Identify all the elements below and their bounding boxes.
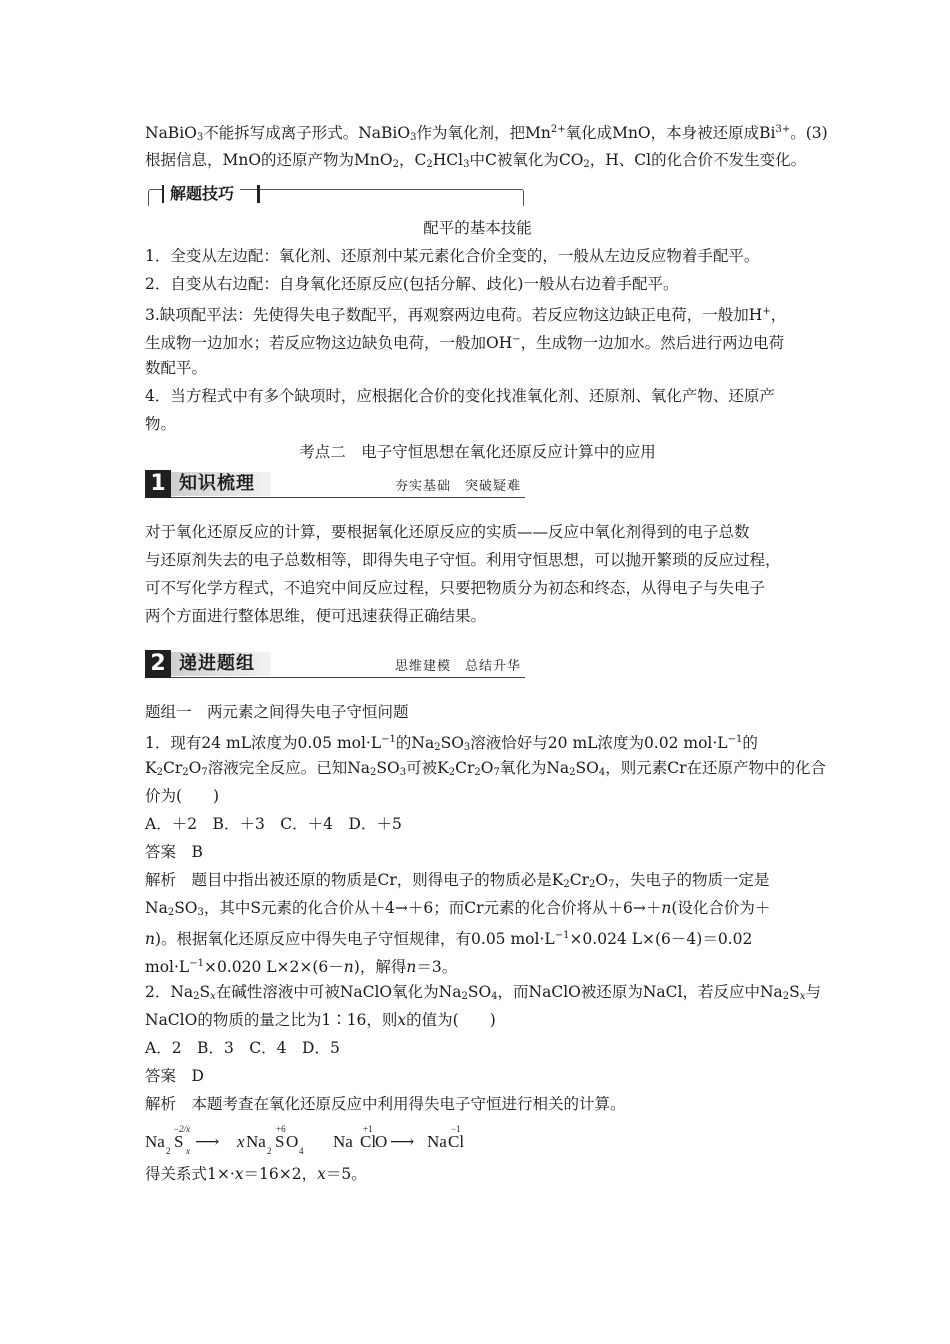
eq-na-1: Na bbox=[145, 1132, 165, 1151]
eq-na-2-sub: 2 bbox=[267, 1146, 272, 1156]
eq-arrow-2: ⟶ bbox=[390, 1132, 415, 1151]
knowledge-paragraph-line-2: 与还原剂失去的电子总数相等，即得失电子守恒。利用守恒思想，可以抛开繁琐的反应过程， bbox=[145, 551, 781, 569]
eq-arrow-1: ⟶ bbox=[195, 1132, 220, 1151]
tips-item-3-end: 数配平。 bbox=[145, 359, 208, 377]
eq-na-3: Na bbox=[333, 1132, 353, 1151]
q2-options: A．2 B．3 C．4 D．5 bbox=[145, 1039, 340, 1057]
tips-header-box bbox=[148, 183, 524, 207]
eq-s-1-sub: x bbox=[186, 1146, 190, 1156]
eq-s-2: S bbox=[275, 1132, 285, 1151]
eq-cl-2: Cl bbox=[448, 1132, 465, 1151]
section-practice-header bbox=[145, 650, 525, 680]
q2-line-1: 2．$Na_2S_x$在碱性溶液中可被NaClO氧化为$Na_2SO_4$，而NaClO被还原为NaCl，若反应中$Na_2S_x$与 bbox=[145, 983, 821, 1002]
section-number: 1 bbox=[145, 470, 171, 498]
section-title: 递进题组 bbox=[179, 653, 255, 674]
intro-line-2: 根据信息，MnO的还原产物为MnO$_2$，$C_2HCl_3$中C被氧化为$CO_2$，H、Cl的化合价不发生变化。 bbox=[145, 151, 807, 170]
eq-cl-1: Cl bbox=[360, 1132, 377, 1151]
q1-line-3: 价为( ) bbox=[145, 787, 220, 805]
section-rule bbox=[171, 497, 525, 498]
group1-title: 题组一 两元素之间得失电子守恒问题 bbox=[145, 703, 409, 721]
q2-answer: 答案 D bbox=[145, 1067, 204, 1085]
q1-answer: 答案 B bbox=[145, 843, 203, 861]
eq-cl-2-sup: −1 bbox=[451, 1124, 461, 1134]
section-rule bbox=[171, 677, 525, 678]
section-knowledge-header bbox=[145, 470, 525, 500]
eq-s-2-sup: +6 bbox=[276, 1124, 286, 1134]
knowledge-paragraph-line-1: 对于氧化还原反应的计算，要根据氧化还原反应的实质——反应中氧化剂得到的电子总数 bbox=[145, 523, 750, 541]
section-title: 知识梳理 bbox=[179, 473, 255, 494]
eq-s-1: S bbox=[174, 1132, 184, 1151]
q1-explanation-line-2: $Na_2SO_3$，其中S元素的化合价从＋4→＋6；而Cr元素的化合价将从＋6→＋n(设化合价为＋ bbox=[145, 899, 771, 918]
knowledge-paragraph-line-4: 两个方面进行整体思维，便可迅速获得正确结果。 bbox=[145, 607, 487, 625]
section-subtitle: 夯实基础 突破疑难 bbox=[394, 479, 521, 494]
eq-o-4-sub: 4 bbox=[299, 1146, 304, 1156]
tips-bar-right bbox=[257, 185, 260, 203]
q1-line-1: 1．现有24 mL浓度为0.05 $mol\cdot L^{-1}$的$Na_2SO_3$溶液恰好与20 mL浓度为0.02 $mol\cdot L^{-1}$的 bbox=[145, 734, 758, 753]
eq-coef-x: x bbox=[237, 1132, 245, 1151]
eq-o-4: O bbox=[286, 1132, 299, 1151]
section-subtitle: 思维建模 总结升华 bbox=[394, 659, 521, 674]
tips-heading: 配平的基本技能 bbox=[423, 219, 532, 237]
tips-item-4: 4．当方程式中有多个缺项时，应根据化合价的变化找准氧化剂、还原剂、氧化产物、还原产 bbox=[145, 387, 775, 405]
eq-o-1: O bbox=[375, 1132, 388, 1151]
section-number: 2 bbox=[145, 650, 171, 678]
q1-options: A．＋2 B．＋3 C．＋4 D．＋5 bbox=[145, 815, 402, 833]
q2-line-2: NaClO的物质的量之比为1∶16，则x的值为( ) bbox=[145, 1011, 496, 1029]
eq-na-1-sub: 2 bbox=[166, 1146, 171, 1156]
eq-na-2: Na bbox=[246, 1132, 266, 1151]
q2-relation: 得关系式1×·x＝16×2，x＝5。 bbox=[145, 1165, 367, 1183]
tips-item-4-end: 物。 bbox=[145, 415, 177, 433]
tips-item-3: 3.缺项配平法：先使得失电子数配平，再观察两边电荷。若反应物这边缺正电荷，一般加H+， bbox=[145, 306, 787, 324]
intro-line-1: NaBiO$_3$不能拆写成离子形式。NaBiO$_3$作为氧化剂，把$Mn^{2+}$氧化成MnO，本身被还原成$Bi^{3+}$。(3) bbox=[145, 124, 828, 143]
tips-item-3-cont: 生成物一边加水；若反应物这边缺负电荷，一般加OH−，生成物一边加水。然后进行两边电荷 bbox=[145, 334, 785, 352]
knowledge-paragraph-line-3: 可不写化学方程式，不追究中间反应过程，只要把物质分为初态和终态，从得电子与失电子 bbox=[145, 579, 766, 597]
q1-explanation-line-3: n)。根据氧化还原反应中得失电子守恒规律，有0.05 $mol\cdot L^{-1}\times 0.024$ L×(6－4)＝0.02 bbox=[145, 930, 753, 948]
topic2-title: 考点二 电子守恒思想在氧化还原反应计算中的应用 bbox=[299, 443, 656, 461]
tips-item-2: 2．自变从右边配：自身氧化还原反应(包括分解、歧化)一般从右边着手配平。 bbox=[145, 275, 679, 293]
q2-explanation: 解析 本题考查在氧化还原反应中利用得失电子守恒进行相关的计算。 bbox=[145, 1095, 626, 1113]
q1-explanation-line-1: 解析 题目中指出被还原的物质是Cr，则得电子的物质必是$K_2Cr_2O_7$，失电子的物质一定是 bbox=[145, 871, 770, 890]
tips-item-1: 1．全变从左边配：氧化剂、还原剂中某元素化合价全变的，一般从左边反应物着手配平。 bbox=[145, 247, 760, 265]
eq-na-4: Na bbox=[427, 1132, 447, 1151]
eq-cl-1-sup: +1 bbox=[363, 1124, 373, 1134]
q1-explanation-line-4: $mol\cdot L^{-1}\times 0.020$ L×2×(6－n)，解得n＝3。 bbox=[145, 958, 458, 976]
eq-s-1-sup: −2/x bbox=[173, 1124, 191, 1134]
q1-line-2: $K_2Cr_2O_7$溶液完全反应。已知$Na_2SO_3$可被$K_2Cr_2O_7$氧化为$Na_2SO_4$，则元素Cr在还原产物中的化合 bbox=[145, 759, 826, 778]
tips-label: 解题技巧 bbox=[164, 183, 240, 205]
